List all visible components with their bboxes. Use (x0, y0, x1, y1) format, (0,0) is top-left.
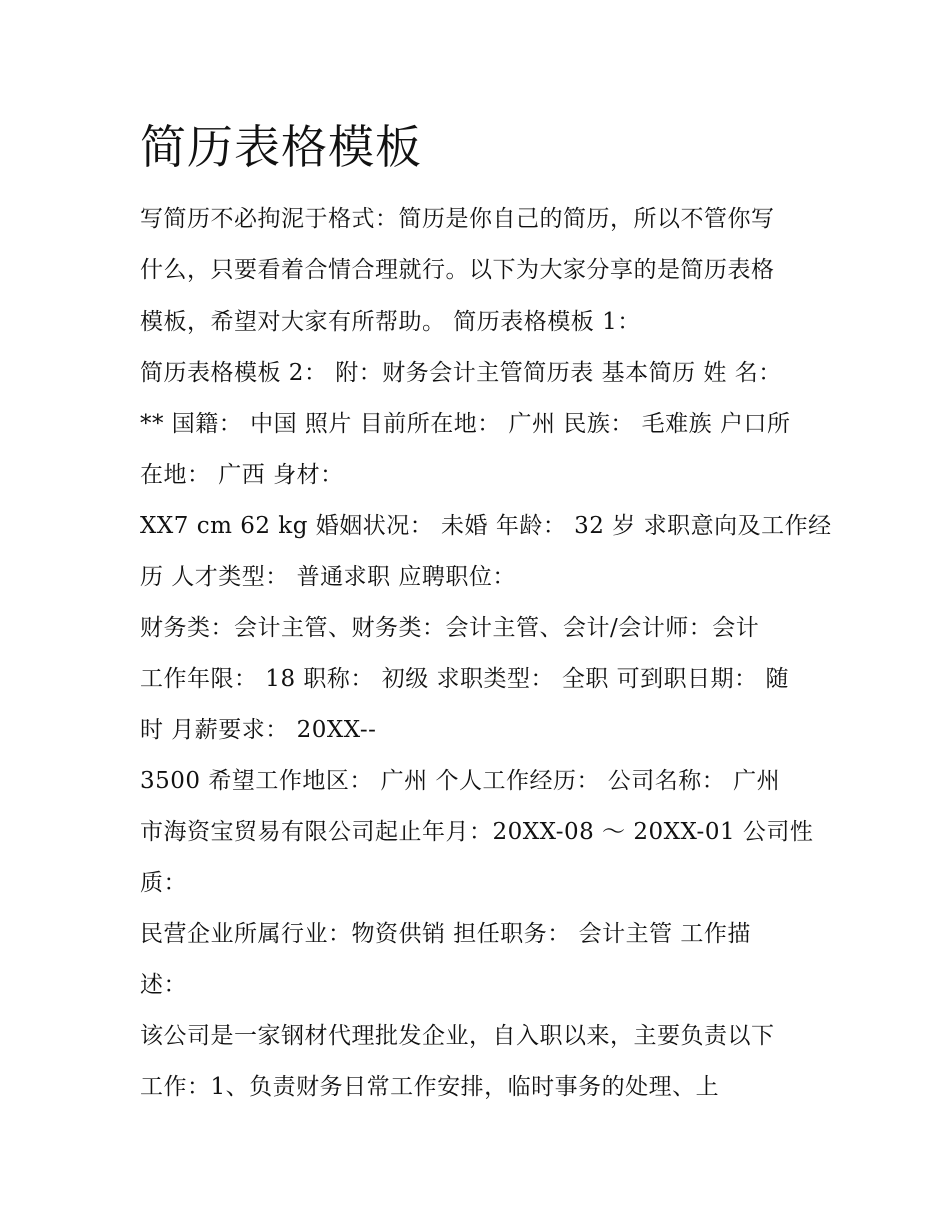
body-line: 什么，只要看着合情合理就行。以下为大家分享的是简历表格 (140, 257, 775, 283)
body-line: XX7 cm 62 kg 婚姻状况： 未婚 年龄： 32 岁 求职意向及工作经 (140, 513, 832, 539)
body-line: 述： (140, 972, 187, 998)
body-line: 市海资宝贸易有限公司起止年月：20XX-08 ～ 20XX-01 公司性 (140, 819, 814, 845)
body-line: 模板，希望对大家有所帮助。 简历表格模板 1： (140, 309, 641, 335)
body-line: 时 月薪要求： 20XX-- (140, 717, 377, 743)
body-line: 简历表格模板 2： 附：财务会计主管简历表 基本简历 姓 名： (140, 360, 782, 386)
body-line: 写简历不必拘泥于格式：简历是你自己的简历，所以不管你写 (140, 206, 775, 232)
body-line: 工作年限： 18 职称： 初级 求职类型： 全职 可到职日期： 随 (140, 666, 789, 692)
body-line: 在地： 广西 身材： (140, 462, 344, 488)
body-line: 该公司是一家钢材代理批发企业，自入职以来，主要负责以下 (140, 1023, 775, 1049)
body-line: 民营企业所属行业：物资供销 担任职务： 会计主管 工作描 (140, 921, 751, 947)
body-line: 历 人才类型： 普通求职 应聘职位： (140, 564, 516, 590)
body-line: 3500 希望工作地区： 广州 个人工作经历： 公司名称： 广州 (140, 768, 781, 794)
body-line: ** 国籍： 中国 照片 目前所在地： 广州 民族： 毛难族 户口所 (140, 411, 791, 437)
body-line: 财务类：会计主管、财务类：会计主管、会计/会计师：会计 (140, 615, 760, 641)
body-line: 质： (140, 870, 187, 896)
body-line: 工作：1、负责财务日常工作安排，临时事务的处理、上 (140, 1074, 720, 1100)
document-title: 简历表格模板 (140, 120, 422, 174)
